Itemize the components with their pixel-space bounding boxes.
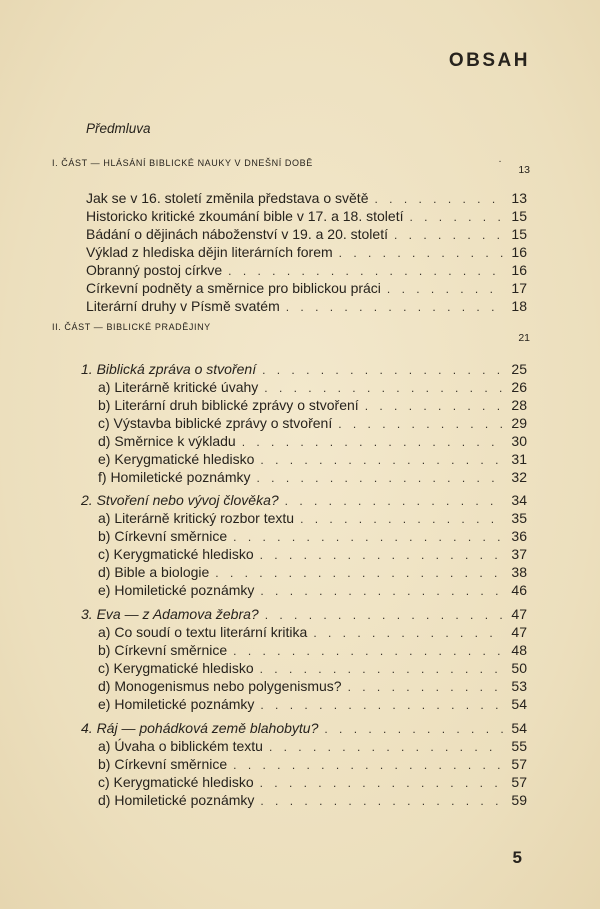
toc-subentry-text: d) Homiletické poznámky (98, 792, 255, 808)
toc-entry (86, 244, 527, 261)
dot-leader (260, 661, 503, 677)
dot-leader (300, 511, 503, 527)
dot-leader (338, 416, 503, 432)
toc-subentry-text: a) Literárně kritický rozbor textu (98, 510, 295, 526)
toc-entry-page: 17 (511, 280, 527, 296)
toc-subentry (98, 469, 527, 486)
toc-subentry-page: 28 (511, 397, 527, 413)
chapter-page: 25 (511, 361, 527, 377)
toc-subentry (98, 624, 527, 641)
toc-subentry-page: 47 (511, 624, 527, 640)
part-1-page: 13 (518, 164, 530, 176)
toc-subentry-text: a) Úvaha o biblickém textu (98, 738, 263, 754)
toc-entry-text: Výklad z hlediska dějin literárních forem (86, 244, 333, 260)
chapter-title (81, 361, 527, 378)
chapter-page: 34 (511, 492, 527, 508)
toc-subentry-text: e) Homiletické poznámky (98, 582, 255, 598)
toc-subentry-text: b) Literární druh biblické zprávy o stvoření (98, 397, 359, 413)
chapter-title-text: 4. Ráj — pohádková země blahobytu? (81, 720, 319, 736)
toc-entry-text: Obranný postoj církve (86, 262, 223, 278)
toc-subentry (98, 433, 527, 450)
toc-subentry-page: 59 (511, 792, 527, 808)
dot-leader (260, 793, 503, 809)
toc-entry-page: 13 (511, 190, 527, 206)
toc-entry-text: Literární druhy v Písmě svatém (86, 298, 280, 314)
toc-subentry (98, 510, 527, 527)
toc-subentry-text: b) Církevní směrnice (98, 528, 228, 544)
dot-leader (260, 775, 503, 791)
toc-subentry-text: c) Kerygmatické hledisko (98, 660, 254, 676)
toc-subentry (98, 528, 527, 545)
dot-leader (394, 227, 503, 243)
chapter-title (81, 720, 527, 737)
dot-leader (242, 434, 503, 450)
chapter-title-text: 3. Eva — z Adamova žebra? (81, 606, 259, 622)
toc-entry-text: Bádání o dějinách náboženství v 19. a 20. století (86, 226, 388, 242)
dot-leader (215, 565, 503, 581)
dot-leader (348, 679, 503, 695)
part-1-heading (52, 154, 530, 176)
toc-subentry-text: b) Církevní směrnice (98, 756, 228, 772)
toc-entry-text: Církevní podněty a směrnice pro biblickou práci (86, 280, 381, 296)
part-1-heading-text: I. ČÁST — HLÁSÁNÍ BIBLICKÉ NAUKY V DNEŠNÍ DOBĚ (52, 158, 313, 168)
toc-subentry (98, 696, 527, 713)
preface-entry: Předmluva (86, 121, 151, 136)
toc-subentry (98, 678, 527, 695)
chapter-page: 54 (511, 720, 527, 736)
toc-subentry-page: 31 (511, 451, 527, 467)
toc-entry-text: Jak se v 16. století změnila představa o světě (86, 190, 369, 206)
dot-leader (260, 697, 503, 713)
dot-leader (260, 547, 503, 563)
toc-subentry (98, 397, 527, 414)
toc-subentry-text: d) Směrnice k výkladu (98, 433, 236, 449)
part-2-page: 21 (518, 332, 530, 344)
dot-leader (313, 625, 503, 641)
toc-entry (86, 262, 527, 279)
toc-entry (86, 208, 527, 225)
page-title: OBSAH (448, 50, 530, 71)
dot-leader (269, 739, 503, 755)
dot-leader (285, 493, 503, 509)
toc-subentry-text: b) Církevní směrnice (98, 642, 228, 658)
toc-entry (86, 298, 527, 315)
part-2-heading (52, 322, 530, 344)
toc-subentry (98, 642, 527, 659)
toc-subentry-text: e) Kerygmatické hledisko (98, 451, 255, 467)
toc-subentry-page: 29 (511, 415, 527, 431)
dot-leader (228, 263, 503, 279)
dot-leader (286, 299, 503, 315)
toc-subentry (98, 415, 527, 432)
dot-leader (233, 529, 503, 545)
dot-leader (324, 721, 503, 737)
toc-subentry-page: 37 (511, 546, 527, 562)
toc-subentry-page: 38 (511, 564, 527, 580)
toc-subentry-page: 55 (511, 738, 527, 754)
toc-subentry-text: a) Co soudí o textu literární kritika (98, 624, 308, 640)
toc-subentry (98, 379, 527, 396)
toc-subentry (98, 792, 527, 809)
toc-subentry-page: 32 (511, 469, 527, 485)
chapter-page: 47 (511, 606, 527, 622)
toc-subentry-page: 54 (511, 696, 527, 712)
toc-entry-page: 16 (511, 244, 527, 260)
toc-subentry-text: e) Homiletické poznámky (98, 696, 255, 712)
dot-leader (374, 191, 503, 207)
toc-subentry (98, 774, 527, 791)
toc-subentry (98, 564, 527, 581)
page-number: 5 (512, 848, 522, 867)
toc-subentry-page: 30 (511, 433, 527, 449)
toc-entry-page: 16 (511, 262, 527, 278)
toc-subentry-text: d) Monogenismus nebo polygenismus? (98, 678, 342, 694)
dot-leader (409, 209, 503, 225)
toc-subentry-page: 57 (511, 756, 527, 772)
toc-subentry-page: 26 (511, 379, 527, 395)
toc-subentry-text: c) Kerygmatické hledisko (98, 774, 254, 790)
toc-subentry-text: f) Homiletické poznámky (98, 469, 251, 485)
chapter-title (81, 606, 527, 623)
toc-subentry-page: 36 (511, 528, 527, 544)
toc-subentry-text: a) Literárně kritické úvahy (98, 379, 259, 395)
dot-leader (233, 757, 503, 773)
toc-subentry-page: 50 (511, 660, 527, 676)
toc-subentry-page: 35 (511, 510, 527, 526)
toc-entry-page: 18 (511, 298, 527, 314)
toc-subentry (98, 582, 527, 599)
dot-leader (233, 643, 503, 659)
chapter-title-text: 1. Biblická zpráva o stvoření (81, 361, 257, 377)
dot-leader (262, 362, 503, 378)
toc-subentry (98, 546, 527, 563)
toc-subentry (98, 451, 527, 468)
dot-leader (265, 607, 503, 623)
dot-leader (260, 452, 503, 468)
toc-subentry-page: 57 (511, 774, 527, 790)
toc-subentry-text: c) Kerygmatické hledisko (98, 546, 254, 562)
part-1-mark: . (498, 154, 502, 165)
toc-entry-page: 15 (511, 226, 527, 242)
toc-subentry (98, 738, 527, 755)
toc-subentry-page: 46 (511, 582, 527, 598)
toc-subentry-text: d) Bible a biologie (98, 564, 210, 580)
toc-subentry (98, 756, 527, 773)
chapter-title (81, 492, 527, 509)
toc-subentry-page: 48 (511, 642, 527, 658)
toc-subentry (98, 660, 527, 677)
toc-entry (86, 226, 527, 243)
dot-leader (339, 245, 503, 261)
toc-entry-page: 15 (511, 208, 527, 224)
toc-subentry-text: c) Výstavba biblické zprávy o stvoření (98, 415, 333, 431)
chapter-title-text: 2. Stvoření nebo vývoj člověka? (81, 492, 279, 508)
toc-entry (86, 190, 527, 207)
part-2-heading-text: II. ČÁST — BIBLICKÉ PRADĚJINY (52, 322, 211, 332)
dot-leader (260, 583, 503, 599)
toc-entry-text: Historicko kritické zkoumání bible v 17. a 18. století (86, 208, 404, 224)
toc-subentry-page: 53 (511, 678, 527, 694)
dot-leader (264, 380, 503, 396)
dot-leader (257, 470, 504, 486)
dot-leader (365, 398, 503, 414)
toc-entry (86, 280, 527, 297)
dot-leader (387, 281, 503, 297)
